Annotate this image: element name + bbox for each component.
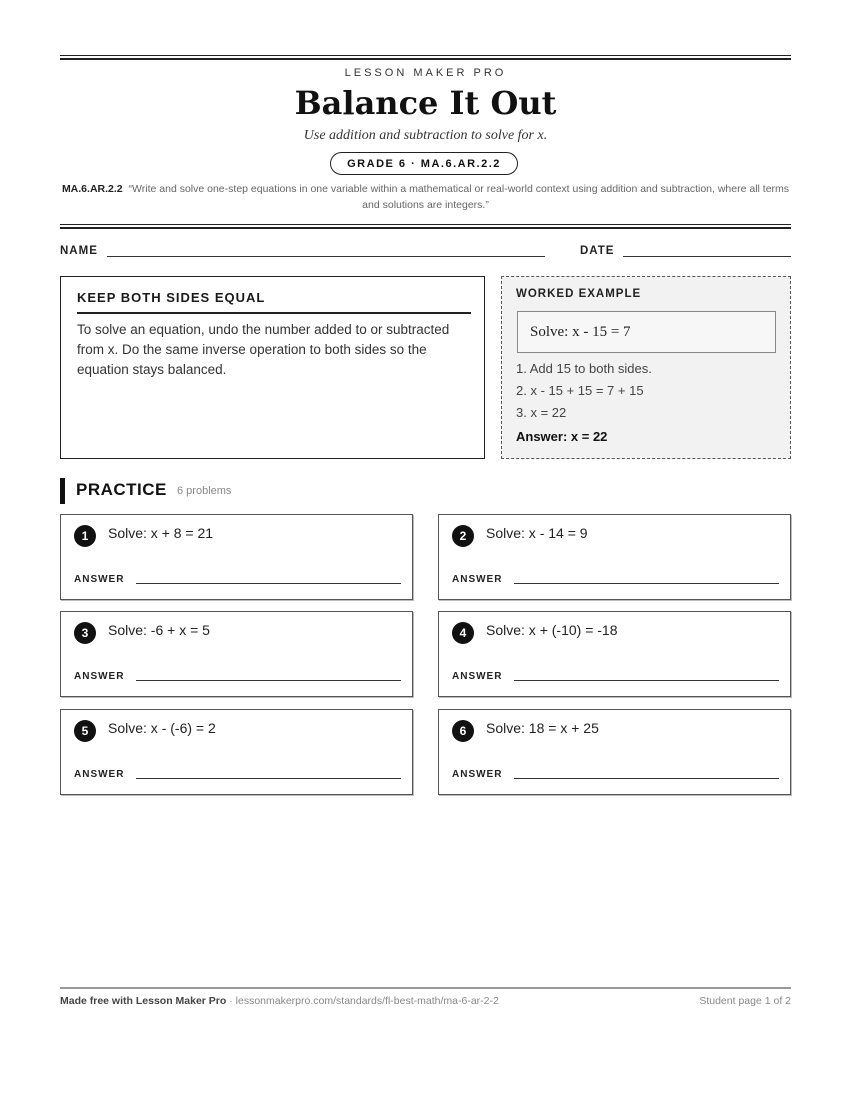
- worksheet-subtitle: Use addition and subtraction to solve for x.: [303, 128, 548, 143]
- answer-line[interactable]: [514, 778, 779, 779]
- concept-heading-rule: [77, 312, 471, 314]
- concept-box: [60, 276, 485, 459]
- example-step: 1. Add 15 to both sides.: [516, 361, 652, 376]
- answer-label: ANSWER: [74, 769, 125, 780]
- problem-card: [438, 709, 791, 795]
- problem-number: 2: [452, 525, 474, 547]
- problem-text: Solve: x + (-10) = -18: [486, 622, 618, 638]
- footer-separator: ·: [226, 995, 236, 1007]
- date-label: DATE: [580, 245, 615, 257]
- problem-text: Solve: 18 = x + 25: [486, 720, 599, 736]
- practice-count: 6 problems: [177, 485, 232, 497]
- brand-name: LESSON MAKER PRO: [344, 67, 507, 79]
- name-line[interactable]: [107, 256, 545, 257]
- problem-number: 1: [74, 525, 96, 547]
- answer-label: ANSWER: [452, 671, 503, 682]
- example-step: 2. x - 15 + 15 = 7 + 15: [516, 383, 644, 398]
- problem-card: [438, 611, 791, 697]
- header-top-rule: [60, 55, 791, 60]
- problem-number: 4: [452, 622, 474, 644]
- header-bottom-rule: [60, 224, 791, 229]
- answer-line[interactable]: [136, 583, 401, 584]
- problem-text: Solve: x - (-6) = 2: [108, 720, 216, 736]
- footer-page-number: Student page 1 of 2: [699, 995, 791, 1007]
- footer-url[interactable]: lessonmakerpro.com/standards/fl-best-math/ma-6-ar-2-2: [235, 995, 499, 1007]
- worksheet-page: [60, 0, 791, 1100]
- example-answer: Answer: x = 22: [516, 429, 608, 444]
- problem-text: Solve: x - 14 = 9: [486, 525, 588, 541]
- footer-rule: [60, 987, 791, 989]
- problem-card: [60, 611, 413, 697]
- grade-badge: GRADE 6 · MA.6.AR.2.2: [330, 152, 518, 175]
- standard-code: MA.6.AR.2.2: [61, 183, 123, 195]
- answer-line[interactable]: [136, 778, 401, 779]
- concept-heading: KEEP BOTH SIDES EQUAL: [77, 290, 266, 305]
- standard-text: “Write and solve one-step equations in one variable within a mathematical or real-world context using addition and subtraction, where all terms and solutions are integers.”: [128, 183, 790, 211]
- concept-body: To solve an equation, undo the number added to or subtracted from x. Do the same inverse operation to both sides so the equation stays balanced.: [77, 322, 450, 377]
- problem-number: 5: [74, 720, 96, 742]
- problem-number: 3: [74, 622, 96, 644]
- example-step: 3. x = 22: [516, 405, 567, 420]
- practice-accent-bar: [60, 478, 65, 504]
- answer-label: ANSWER: [74, 671, 125, 682]
- worked-example-box: [501, 276, 791, 459]
- problem-text: Solve: x + 8 = 21: [108, 525, 214, 541]
- standard-description: [60, 181, 791, 213]
- example-problem: Solve: x - 15 = 7: [517, 311, 776, 353]
- problem-card: [60, 514, 413, 600]
- answer-label: ANSWER: [452, 769, 503, 780]
- footer-made-with: Made free with Lesson Maker Pro: [60, 995, 227, 1007]
- problem-card: [438, 514, 791, 600]
- worksheet-title: Balance It Out: [294, 84, 557, 122]
- footer-credit: [60, 995, 499, 1007]
- example-steps: [516, 358, 652, 424]
- answer-line[interactable]: [136, 680, 401, 681]
- answer-label: ANSWER: [452, 574, 503, 585]
- practice-title: PRACTICE: [76, 480, 167, 499]
- name-date-row: [60, 245, 791, 261]
- name-label: NAME: [60, 245, 98, 257]
- example-heading: WORKED EXAMPLE: [516, 288, 642, 300]
- answer-line[interactable]: [514, 583, 779, 584]
- date-line[interactable]: [623, 256, 791, 257]
- problem-card: [60, 709, 413, 795]
- problem-number: 6: [452, 720, 474, 742]
- answer-line[interactable]: [514, 680, 779, 681]
- problem-text: Solve: -6 + x = 5: [108, 622, 210, 638]
- answer-label: ANSWER: [74, 574, 125, 585]
